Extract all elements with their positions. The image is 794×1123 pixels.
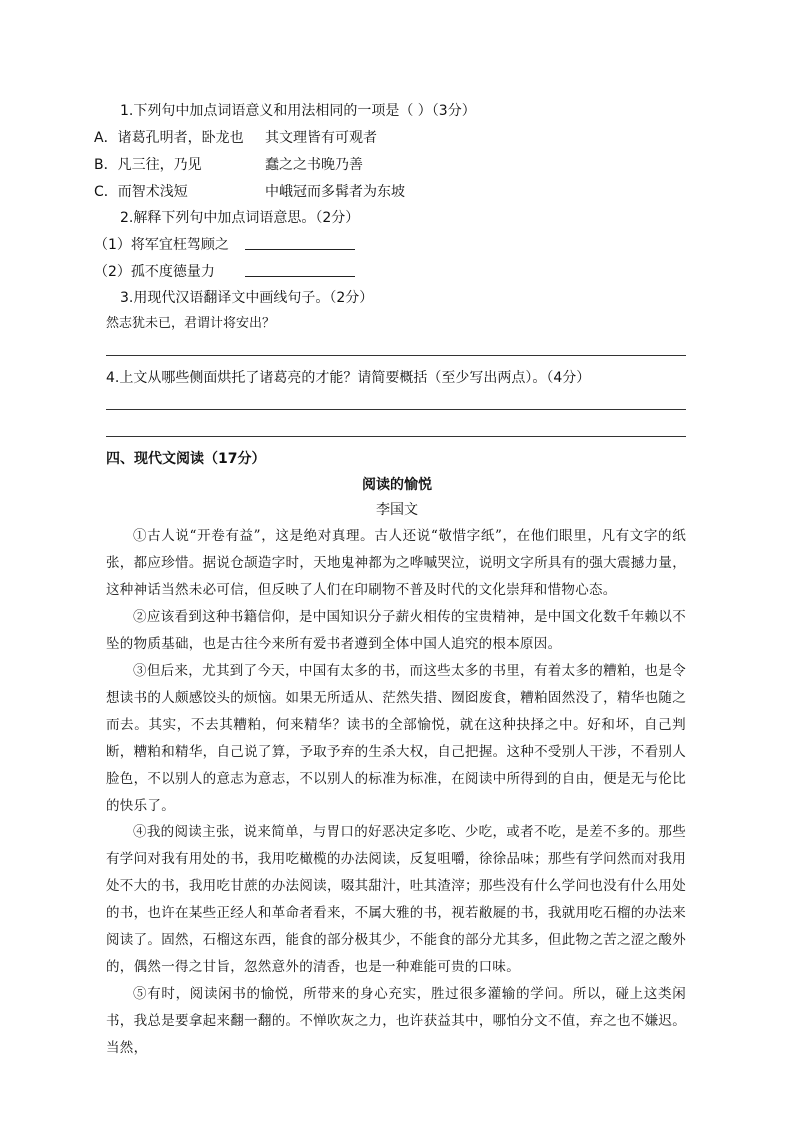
q2-item-1: （1）将军宜枉驾顾之 — [94, 237, 229, 253]
q1-option-c: C．而智术浅短 — [94, 184, 188, 200]
q1-option-b: B．凡三往，乃见 — [94, 157, 202, 173]
q2-stem: 2.解释下列句中加点词语意思。（2分） — [120, 210, 360, 226]
passage-title: 阅读的愉悦 — [362, 477, 432, 493]
q3-stem: 3.用现代汉语翻译文中画线句子。（2分） — [120, 290, 374, 306]
passage-paragraph-5: ⑤有时，阅读闲书的愉悦，所带来的身心充实，胜过很多灌输的学问。所以，碰上这类闲书，我总是要拿起来翻一翻的。不惮吹灰之力，也许获益其中，哪怕分文不值，弃之也不嫌迟。当然， — [106, 986, 686, 1056]
q4-answer-line-1[interactable] — [106, 409, 686, 410]
q3-sentence: 然志犹未已，君谓计将安出？ — [106, 316, 276, 331]
q4-answer-line-2[interactable] — [106, 436, 686, 437]
q1-option-a: A．诸葛孔明者，卧龙也 — [94, 130, 244, 146]
section4-heading: 四、现代文阅读（17分） — [106, 451, 266, 467]
passage-paragraph-1: ①古人说“开卷有益”，这是绝对真理。古人还说“敬惜字纸”，在他们眼里，凡有文字的纸张，都应珍惜。据说仓颉造字时，天地鬼神都为之哗嘁哭泣，说明文字所具有的强大震撼力量，这种神话当然未必可信，但反映了人们在印刷物不普及时代的文化崇拜和惜物心态。 — [106, 528, 686, 598]
passage-author: 李国文 — [376, 502, 418, 518]
q2-item-2: （2）孤不度德量力 — [94, 264, 215, 280]
passage-paragraph-2: ②应该看到这种书籍信仰，是中国知识分子薪火相传的宝贵精神，是中国文化数千年赖以不坠的物质基础，也是古往今来所有爱书者遵到全体中国人追究的根本原因。 — [106, 609, 686, 652]
q1-option-c-pair: 中峨冠而多髯者为东坡 — [265, 184, 405, 200]
q4-stem: 4.上文从哪些侧面烘托了诸葛亮的才能？请简要概括（至少写出两点）。（4分） — [106, 370, 591, 386]
passage-paragraph-4: ④我的阅读主张，说来简单，与胃口的好恶决定多吃、少吃，或者不吃，是差不多的。那些有学问对我有用处的书，我用吃橄榄的办法阅读，反复咀嚼，徐徐品味；那些有学问然而对我用处不大的书，我用吃甘蔗的办法阅读，啜其甜汁，吐其渣滓；那些没有什么学问也没有什么用处的书，也许在某些正经人和革命者看来，不属大雅的书，视若敝屣的书，我就用吃石榴的办法来阅读了。固然，石榴这东西，能食的部分极其少，不能食的部分尤其多，但此物之苦之涩之酸外的，偶然一得之甘旨，忽然意外的清香，也是一种难能可贵的口味。 — [106, 824, 686, 975]
passage-paragraph-3: ③但后来，尤其到了今天，中国有太多的书，而这些太多的书里，有着太多的糟粕，也是令想读书的人颇感饺头的烦恼。如果无所适从、茫然失措、囫囵废食，糟粕固然没了，精华也随之而去。其实，不去其糟粕，何来精华？读书的全部愉悦，就在这种抉择之中。好和坏，自己判断，糟粕和精华，自己说了算，予取予弃的生杀大权，自己把握。这种不受别人干涉，不看别人脸色，不以别人的意志为意志，不以别人的标准为标准，在阅读中所得到的自由，便是无与伦比的快乐了。 — [106, 663, 686, 814]
q1-option-b-pair: 蠢之之书晚乃善 — [265, 157, 363, 173]
q3-answer-line[interactable] — [106, 355, 686, 356]
q2-answer-blank-2[interactable] — [245, 276, 355, 277]
q2-answer-blank-1[interactable] — [245, 249, 355, 250]
q1-option-a-pair: 其文理皆有可观者 — [265, 130, 377, 146]
q1-stem: 1.下列句中加点词语意义和用法相同的一项是（ ）（3分） — [120, 103, 476, 119]
